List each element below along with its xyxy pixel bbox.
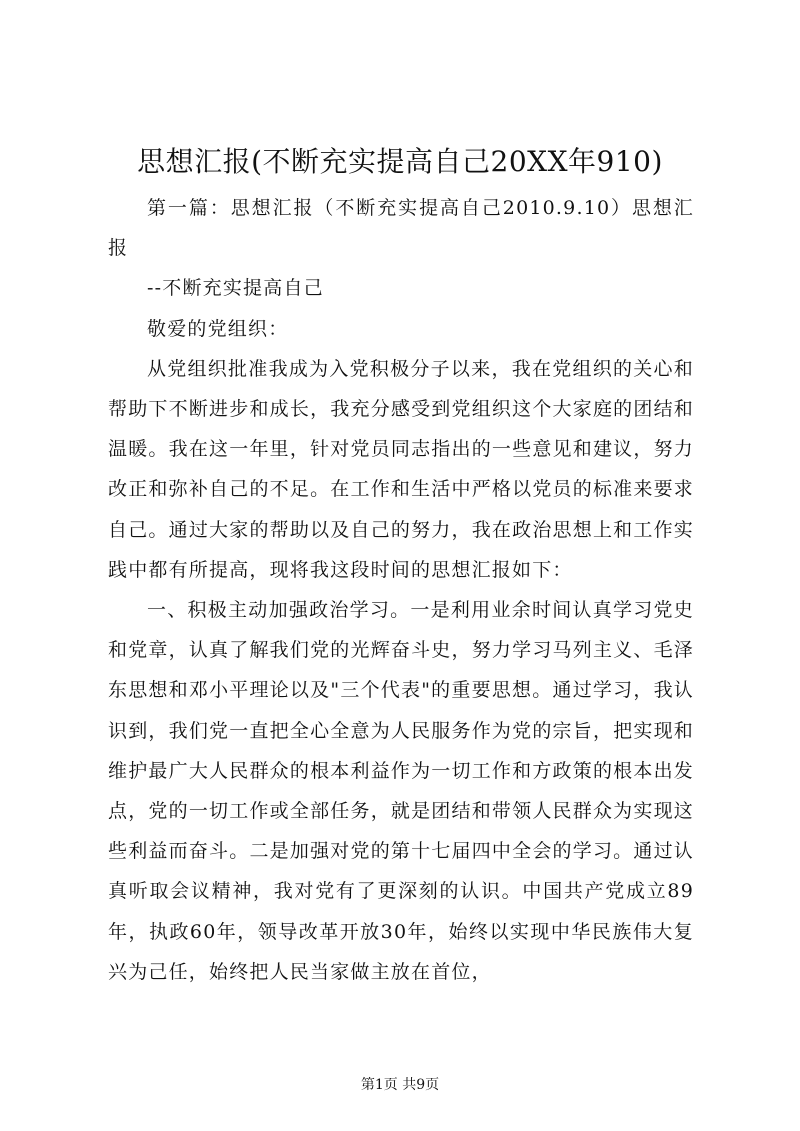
paragraph-subtitle: --不断充实提高自己: [147, 277, 324, 300]
paragraph-intro: 从党组织批准我成为入党积极分子以来，我在党组织的关心和帮助下不断进步和成长，我充分感受到党组织这个大家庭的团结和温暖。我在这一年里，针对党员同志指出的一些意见和建议，努力改正和弥补自己的不足。在工作和生活中严格以党员的标准来要求自己。通过大家的帮助以及自己的努力，我在政治思想上和工作实践中都有所提高，现将我这段时间的思想汇报如下：: [108, 357, 694, 581]
page-total: 共9页: [402, 1077, 440, 1093]
page-number: 第1页: [360, 1077, 398, 1093]
paragraph-section-1: 一、积极主动加强政治学习。一是利用业余时间认真学习党史和党章，认真了解我们党的光辉奋斗史，努力学习马列主义、毛泽东思想和邓小平理论以及"三个代表"的重要思想。通过学习，我认识到，我们党一直把全心全意为人民服务作为党的宗旨，把实现和维护最广大人民群众的根本利益作为一切工作和方政策的根本出发点，党的一切工作或全部任务，就是团结和带领人民群众为实现这些利益而奋斗。二是加强对党的第十七届四中全会的学习。通过认真听取会议精神，我对党有了更深刻的认识。中国共产党成立89年，执政60年，领导改革开放30年，始终以实现中华民族伟大复兴为己任，始终把人民当家做主放在首位，: [108, 599, 694, 983]
document-body: [108, 188, 694, 992]
page-footer: [0, 1075, 800, 1095]
paragraph-heading: 第一篇：思想汇报（不断充实提高自己2010.9.10）思想汇报: [108, 197, 694, 260]
paragraph-salutation: 敬爱的党组织：: [147, 317, 289, 340]
document-title: 思想汇报(不断充实提高自己20XX年910): [137, 145, 663, 178]
